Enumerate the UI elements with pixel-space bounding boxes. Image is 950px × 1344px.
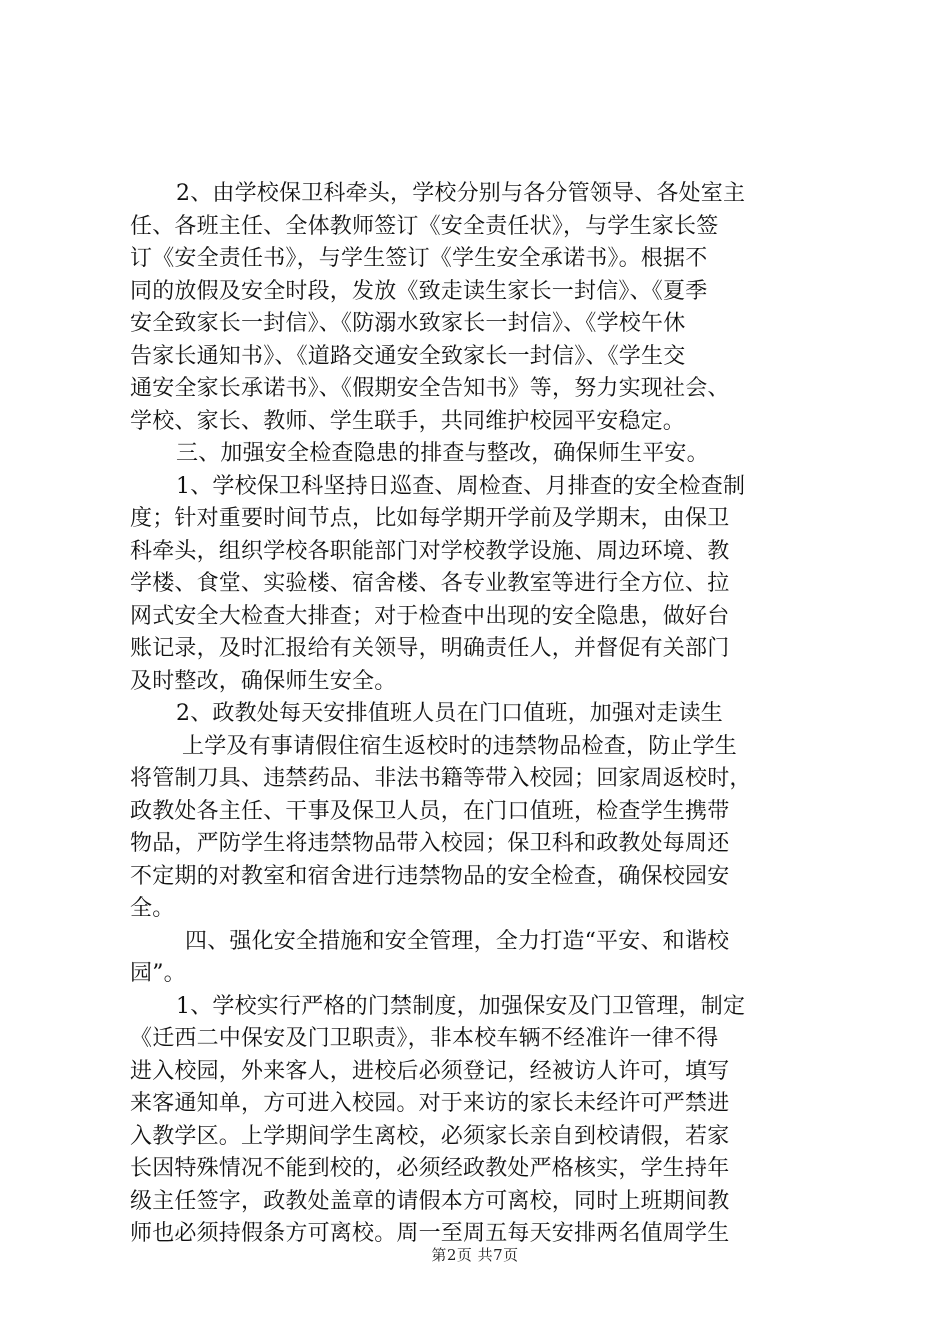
paragraph-line: 《迁西二中保安及门卫职责》，非本校车辆不经准许一律不得 [130, 1026, 719, 1051]
paragraph-line: 2、由学校保卫科牵头，学校分别与各分管领导、各处室主 [176, 181, 746, 206]
page-number-footer: 第2页 共7页 [431, 1246, 519, 1264]
paragraph-line: 1、学校实行严格的门禁制度，加强保安及门卫管理，制定 [176, 993, 746, 1019]
paragraph-line: 度；针对重要时间节点，比如每学期开学前及学期末，由保卫 [130, 506, 730, 531]
paragraph-line: 网式安全大检查大排查；对于检查中出现的安全隐患，做好台 [130, 603, 730, 629]
paragraph-line: 政教处各主任、干事及保卫人员，在门口值班，检查学生携带 [130, 798, 730, 824]
paragraph-line: 上学及有事请假住宿生返校时的违禁物品检查，防止学生 [182, 733, 738, 759]
paragraph-line: 将管制刀具、违禁药品、非法书籍等带入校园；回家周返校时， [130, 766, 752, 791]
paragraph-line: 物品，严防学生将违禁物品带入校园；保卫科和政教处每周还 [130, 831, 730, 856]
paragraph-line: 安全致家长一封信》、《防溺水致家长一封信》、《学校午休 [130, 311, 686, 336]
paragraph-line: 1、学校保卫科坚持日巡查、周检查、月排查的安全检查制 [176, 473, 746, 499]
document-body [130, 178, 830, 1251]
paragraph-line: 科牵头，组织学校各职能部门对学校教学设施、周边环境、教 [130, 538, 730, 564]
paragraph-line: 告家长通知书》、《道路交通安全致家长一封信》、《学生交 [130, 343, 686, 369]
paragraph-line: 账记录，及时汇报给有关领导，明确责任人，并督促有关部门 [130, 636, 730, 661]
paragraph-line: 全。 [130, 896, 175, 921]
section-heading: 三、加强安全检查隐患的排查与整改，确保师生平安。 [176, 441, 709, 466]
paragraph-line: 级主任签字，政教处盖章的请假本方可离校，同时上班期间教 [130, 1188, 730, 1214]
paragraph-line: 及时整改，确保师生安全。 [130, 668, 397, 694]
paragraph-line: 通安全家长承诺书》、《假期安全告知书》等，努力实现社会、 [130, 376, 730, 401]
paragraph-line: 任、各班主任、全体教师签订《安全责任状》，与学生家长签 [130, 213, 719, 239]
section-heading: 园”。 [130, 961, 186, 986]
paragraph-line: 来客通知单，方可进入校园。对于来访的家长未经许可严禁进 [130, 1091, 730, 1116]
section-heading: 四、强化安全措施和安全管理，全力打造“平安、和谐校 [185, 928, 730, 954]
paragraph-line: 不定期的对教室和宿舍进行违禁物品的安全检查，确保校园安 [130, 863, 730, 889]
paragraph-line: 学楼、食堂、实验楼、宿舍楼、各专业教室等进行全方位、拉 [130, 571, 730, 596]
paragraph-line: 订《安全责任书》，与学生签订《学生安全承诺书》。根据不 [130, 246, 708, 271]
paragraph-line: 同的放假及安全时段，发放《致走读生家长一封信》、《夏季 [130, 278, 708, 304]
paragraph-line: 入教学区。上学期间学生离校，必须家长亲自到校请假，若家 [130, 1123, 730, 1149]
paragraph-line: 进入校园，外来客人，进校后必须登记，经被访人许可，填写 [130, 1058, 730, 1084]
paragraph-line: 师也必须持假条方可离校。周一至周五每天安排两名值周学生 [130, 1221, 730, 1246]
paragraph-line: 学校、家长、教师、学生联手，共同维护校园平安稳定。 [130, 408, 686, 434]
paragraph-line: 2、政教处每天安排值班人员在门口值班，加强对走读生 [176, 701, 723, 726]
paragraph-line: 长因特殊情况不能到校的，必须经政教处严格核实，学生持年 [130, 1156, 730, 1181]
